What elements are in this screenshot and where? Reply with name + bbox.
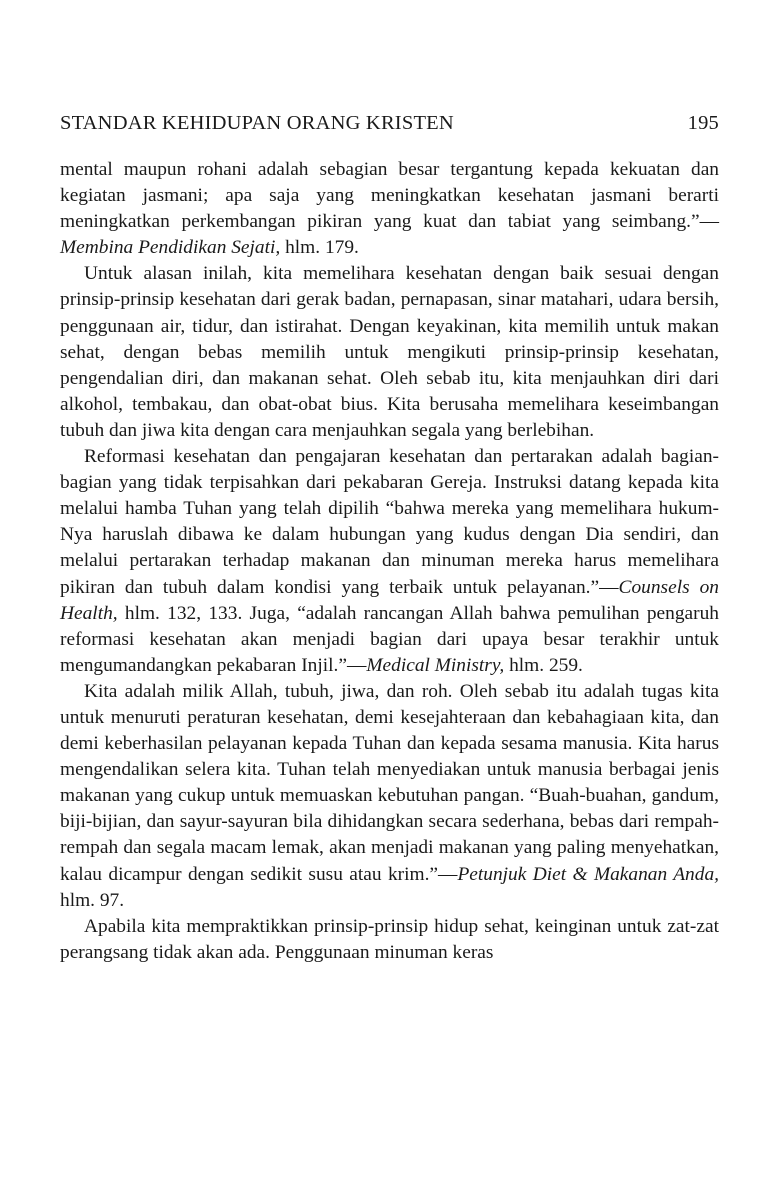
citation-counsels-on-health: Counsels on Health, (60, 576, 719, 624)
running-title: STANDAR KEHIDUPAN ORANG KRISTEN (60, 112, 454, 134)
paragraph-1-segment: mental maupun rohani adalah sebagian besar tergantung kepada kekuatan dan kegiatan jasmani; apa saja yang meningkatkan kesehatan jasmani berarti meningkatkan perkembangan pikiran yang kuat dan tabiat yang seimbang.”— (60, 159, 719, 233)
paragraph-1-segment: hlm. 179. (280, 237, 359, 259)
running-header (60, 112, 719, 135)
paragraph-2-segment: Untuk alasan inilah, kita memelihara kesehatan dengan baik sesuai dengan prinsip-prinsip kesehatan dari gerak badan, pernapasan, sinar matahari, udara bersih, penggunaan air, tidur, dan istirahat. Dengan keyakinan, kita memilih untuk makan sehat, dengan bebas memilih untuk mengikuti prinsip-prinsip kesehatan, pengendalian diri, dan makanan sehat. Oleh sebab itu, kita menjauhkan diri dari alkohol, tembakau, dan obat-obat bius. Kita berusaha memelihara keseimbangan tubuh dan jiwa kita dengan cara menjauhkan segala yang berlebihan. (60, 263, 719, 441)
paragraph-4-segment: Kita adalah milik Allah, tubuh, jiwa, dan roh. Oleh sebab itu adalah tugas kita untuk menuruti peraturan kesehatan, demi kesejahteraan dan kebahagiaan kita, dan demi keberhasilan pelayanan kepada Tuhan dan kepada sesama manusia. Kita harus mengendalikan selera kita. Tuhan telah menyediakan untuk manusia berbagai jenis makanan yang cukup untuk memuaskan kebutuhan pangan. “Buah-buahan, gandum, biji-bijian, dan sayur-sayuran bila dihidangkan secara sederhana, bebas dari rempah-rempah dan segala macam lemak, akan menjadi makanan yang paling menyehatkan, kalau dicampur dengan sedikit susu atau krim.”— (60, 680, 719, 885)
paragraph-2 (60, 261, 719, 444)
paragraph-5-segment: Apabila kita mempraktikkan prinsip-prinsip hidup sehat, keinginan untuk zat-zat perangsang tidak akan ada. Penggunaan minuman keras (60, 915, 719, 963)
paragraph-4-segment: hlm. 97. (60, 889, 125, 911)
citation-membina-pendidikan-sejati: Membina Pendidikan Sejati, (60, 237, 281, 259)
citation-petunjuk-diet: Petunjuk Diet & Makanan Anda, (457, 863, 719, 885)
page-number: 195 (687, 112, 719, 134)
paragraph-1 (60, 157, 719, 261)
paragraph-3-segment: hlm. 259. (504, 654, 583, 676)
paragraph-3-segment: hlm. 132, 133. Juga, “adalah rancangan Allah bahwa pemulihan pengaruh reformasi kesehatan akan menjadi bagian dari upaya besar terakhir untuk mengumandangkan pekabaran Injil.”— (60, 602, 719, 676)
citation-medical-ministry: Medical Ministry, (366, 654, 505, 676)
paragraph-3-segment: Reformasi kesehatan dan pengajaran kesehatan dan pertarakan adalah bagian-bagian yang tidak terpisahkan dari pekabaran Gereja. Instruksi datang kepada kita melalui hamba Tuhan yang telah dipilih “bahwa mereka yang memelihara hukum-Nya haruslah dibawa ke dalam hubungan yang kudus dengan Dia sendiri, dan melalui pertarakan terhadap makanan dan minuman mereka harus memelihara pikiran dan tubuh dalam kondisi yang terbaik untuk pelayanan.”— (60, 446, 719, 598)
paragraph-3 (60, 444, 719, 679)
body-text (60, 157, 719, 966)
book-page (60, 112, 719, 966)
paragraph-4 (60, 679, 719, 914)
paragraph-5 (60, 914, 719, 966)
